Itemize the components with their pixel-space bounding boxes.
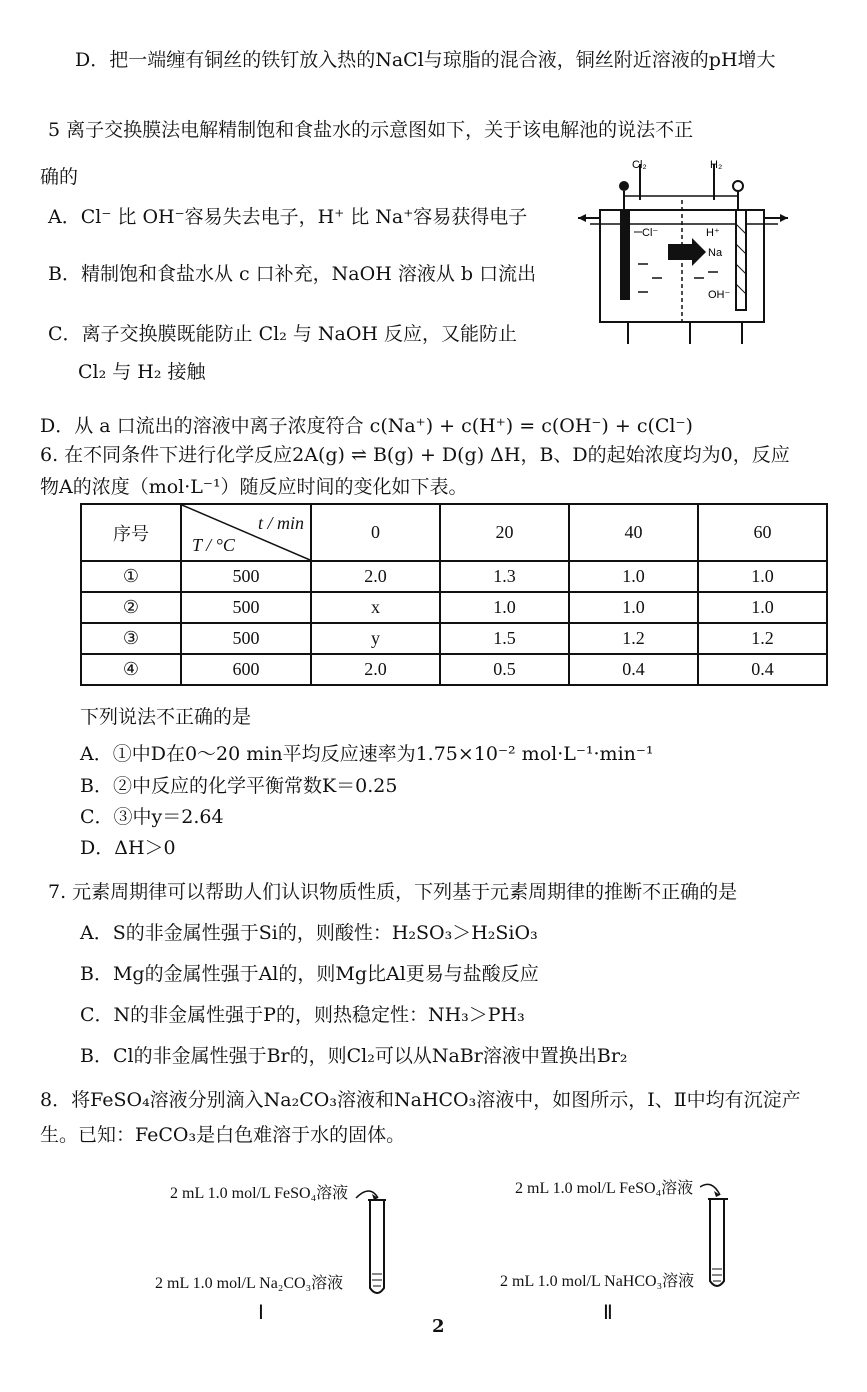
oh-ion-label: OH⁻: [708, 289, 731, 301]
table-header-time: 20: [440, 504, 569, 561]
q6-stem-line1: 6. 在不同条件下进行化学反应2A(g) ⇌ B(g) + D(g) ΔH，B、D的起始浓度均为0，反应: [40, 444, 790, 466]
table-cell: 0.4: [698, 654, 827, 685]
table-cell: ①: [81, 561, 181, 592]
q6-option-d: D．ΔH＞0: [80, 837, 176, 859]
q6-option-a: A．①中D在0～20 min平均反应速率为1.75×10⁻² mol·L⁻¹·min⁻¹: [80, 743, 654, 765]
table-cell: 1.0: [440, 592, 569, 623]
table-cell: 1.5: [440, 623, 569, 654]
h-ion-label: H⁺: [706, 227, 720, 239]
q8-stem-line2: 生。已知：FeCO₃是白色难溶于水的固体。: [40, 1124, 406, 1146]
h2-label: H₂: [710, 159, 723, 171]
table-cell: 500: [181, 623, 311, 654]
table-cell: 2.0: [311, 654, 440, 685]
table-cell: 1.3: [440, 561, 569, 592]
q5-stem-line2: 确的: [40, 166, 79, 188]
test-tube-2: [700, 1175, 740, 1295]
tube2-label: Ⅱ: [603, 1302, 613, 1324]
q8-stem-line1: 8．将FeSO₄溶液分别滴入Na₂CO₃溶液和NaHCO₃溶液中，如图所示，Ⅰ、Ⅱ中均有沉淀产: [40, 1089, 801, 1111]
table-cell: 1.0: [569, 561, 698, 592]
q5-stem-line1: 5 离子交换膜法电解精制饱和食盐水的示意图如下，关于该电解池的说法不正: [48, 119, 694, 141]
table-cell: 1.2: [569, 623, 698, 654]
temperature-axis-label: T / °C: [192, 535, 235, 555]
table-cell: ④: [81, 654, 181, 685]
table-header-diagonal: [181, 504, 311, 561]
table-cell: 0.4: [569, 654, 698, 685]
cl-ion-label: Cl⁻: [642, 227, 659, 239]
q5-option-d: D．从 a 口流出的溶液中离子浓度符合 c(Na⁺) + c(H⁺) = c(OH⁻) + c(Cl⁻): [40, 415, 693, 437]
q6-option-c: C．③中y＝2.64: [80, 806, 224, 828]
table-row: [81, 592, 827, 623]
page-number: 2: [432, 1316, 445, 1337]
table-header-time: 0: [311, 504, 440, 561]
table-header-index: 序号: [81, 504, 181, 561]
table-row: [81, 623, 827, 654]
q6-option-b: B．②中反应的化学平衡常数K＝0.25: [80, 775, 398, 797]
electrolysis-cell-diagram: [578, 154, 790, 344]
table-cell: 1.0: [698, 592, 827, 623]
table-header-time: 60: [698, 504, 827, 561]
table-cell: x: [311, 592, 440, 623]
q5-option-c-line1: C．离子交换膜既能防止 Cl₂ 与 NaOH 反应，又能防止: [48, 323, 518, 345]
table-cell: 2.0: [311, 561, 440, 592]
q6-stem-line2: 物A的浓度（mol·L⁻¹）随反应时间的变化如下表。: [40, 476, 468, 498]
tube1-top-label: 2 mL 1.0 mol/L FeSO₄溶液: [170, 1185, 349, 1202]
table-cell: 500: [181, 561, 311, 592]
q5-option-c-line2: Cl₂ 与 H₂ 接触: [78, 361, 206, 383]
tube2-top-label: 2 mL 1.0 mol/L FeSO₄溶液: [515, 1180, 694, 1197]
q5-option-a: A．Cl⁻ 比 OH⁻容易失去电子，H⁺ 比 Na⁺容易获得电子: [48, 206, 528, 228]
q7-stem: 7. 元素周期律可以帮助人们认识物质性质，下列基于元素周期律的推断不正确的是: [48, 881, 738, 903]
table-cell: y: [311, 623, 440, 654]
q7-option-c: C．N的非金属性强于P的，则热稳定性：NH₃＞PH₃: [80, 1004, 525, 1026]
table-cell: 0.5: [440, 654, 569, 685]
table-cell: 500: [181, 592, 311, 623]
test-tube-1: [352, 1180, 392, 1300]
table-cell: 1.2: [698, 623, 827, 654]
table-cell: ③: [81, 623, 181, 654]
q6-prompt: 下列说法不正确的是: [80, 706, 252, 728]
table-cell: 600: [181, 654, 311, 685]
q5-option-b: B．精制饱和食盐水从 c 口补充，NaOH 溶液从 b 口流出: [48, 263, 537, 285]
q7-option-d: B．Cl的非金属性强于Br的，则Cl₂可以从NaBr溶液中置换出Br₂: [80, 1045, 628, 1067]
tube1-bottom-label: 2 mL 1.0 mol/L Na₂CO₃溶液: [155, 1275, 344, 1292]
table-cell: ②: [81, 592, 181, 623]
concentration-table: [80, 503, 828, 686]
q7-option-a: A．S的非金属性强于Si的，则酸性：H₂SO₃＞H₂SiO₃: [80, 922, 538, 944]
tube2-bottom-label: 2 mL 1.0 mol/L NaHCO₃溶液: [500, 1273, 695, 1290]
q4-option-d: D．把一端缠有铜丝的铁钉放入热的NaCl与琼脂的混合液，铜丝附近溶液的pH增大: [75, 49, 776, 71]
time-axis-label: t / min: [257, 513, 304, 533]
tube1-label: Ⅰ: [258, 1302, 264, 1324]
table-header-row: [81, 504, 827, 561]
table-cell: 1.0: [569, 592, 698, 623]
na-ion-label: Na: [708, 247, 723, 259]
table-row: [81, 561, 827, 592]
q7-option-b: B．Mg的金属性强于Al的，则Mg比Al更易与盐酸反应: [80, 963, 539, 985]
table-cell: 1.0: [698, 561, 827, 592]
table-row: [81, 654, 827, 685]
cl2-label: Cl₂: [632, 159, 647, 171]
table-header-time: 40: [569, 504, 698, 561]
